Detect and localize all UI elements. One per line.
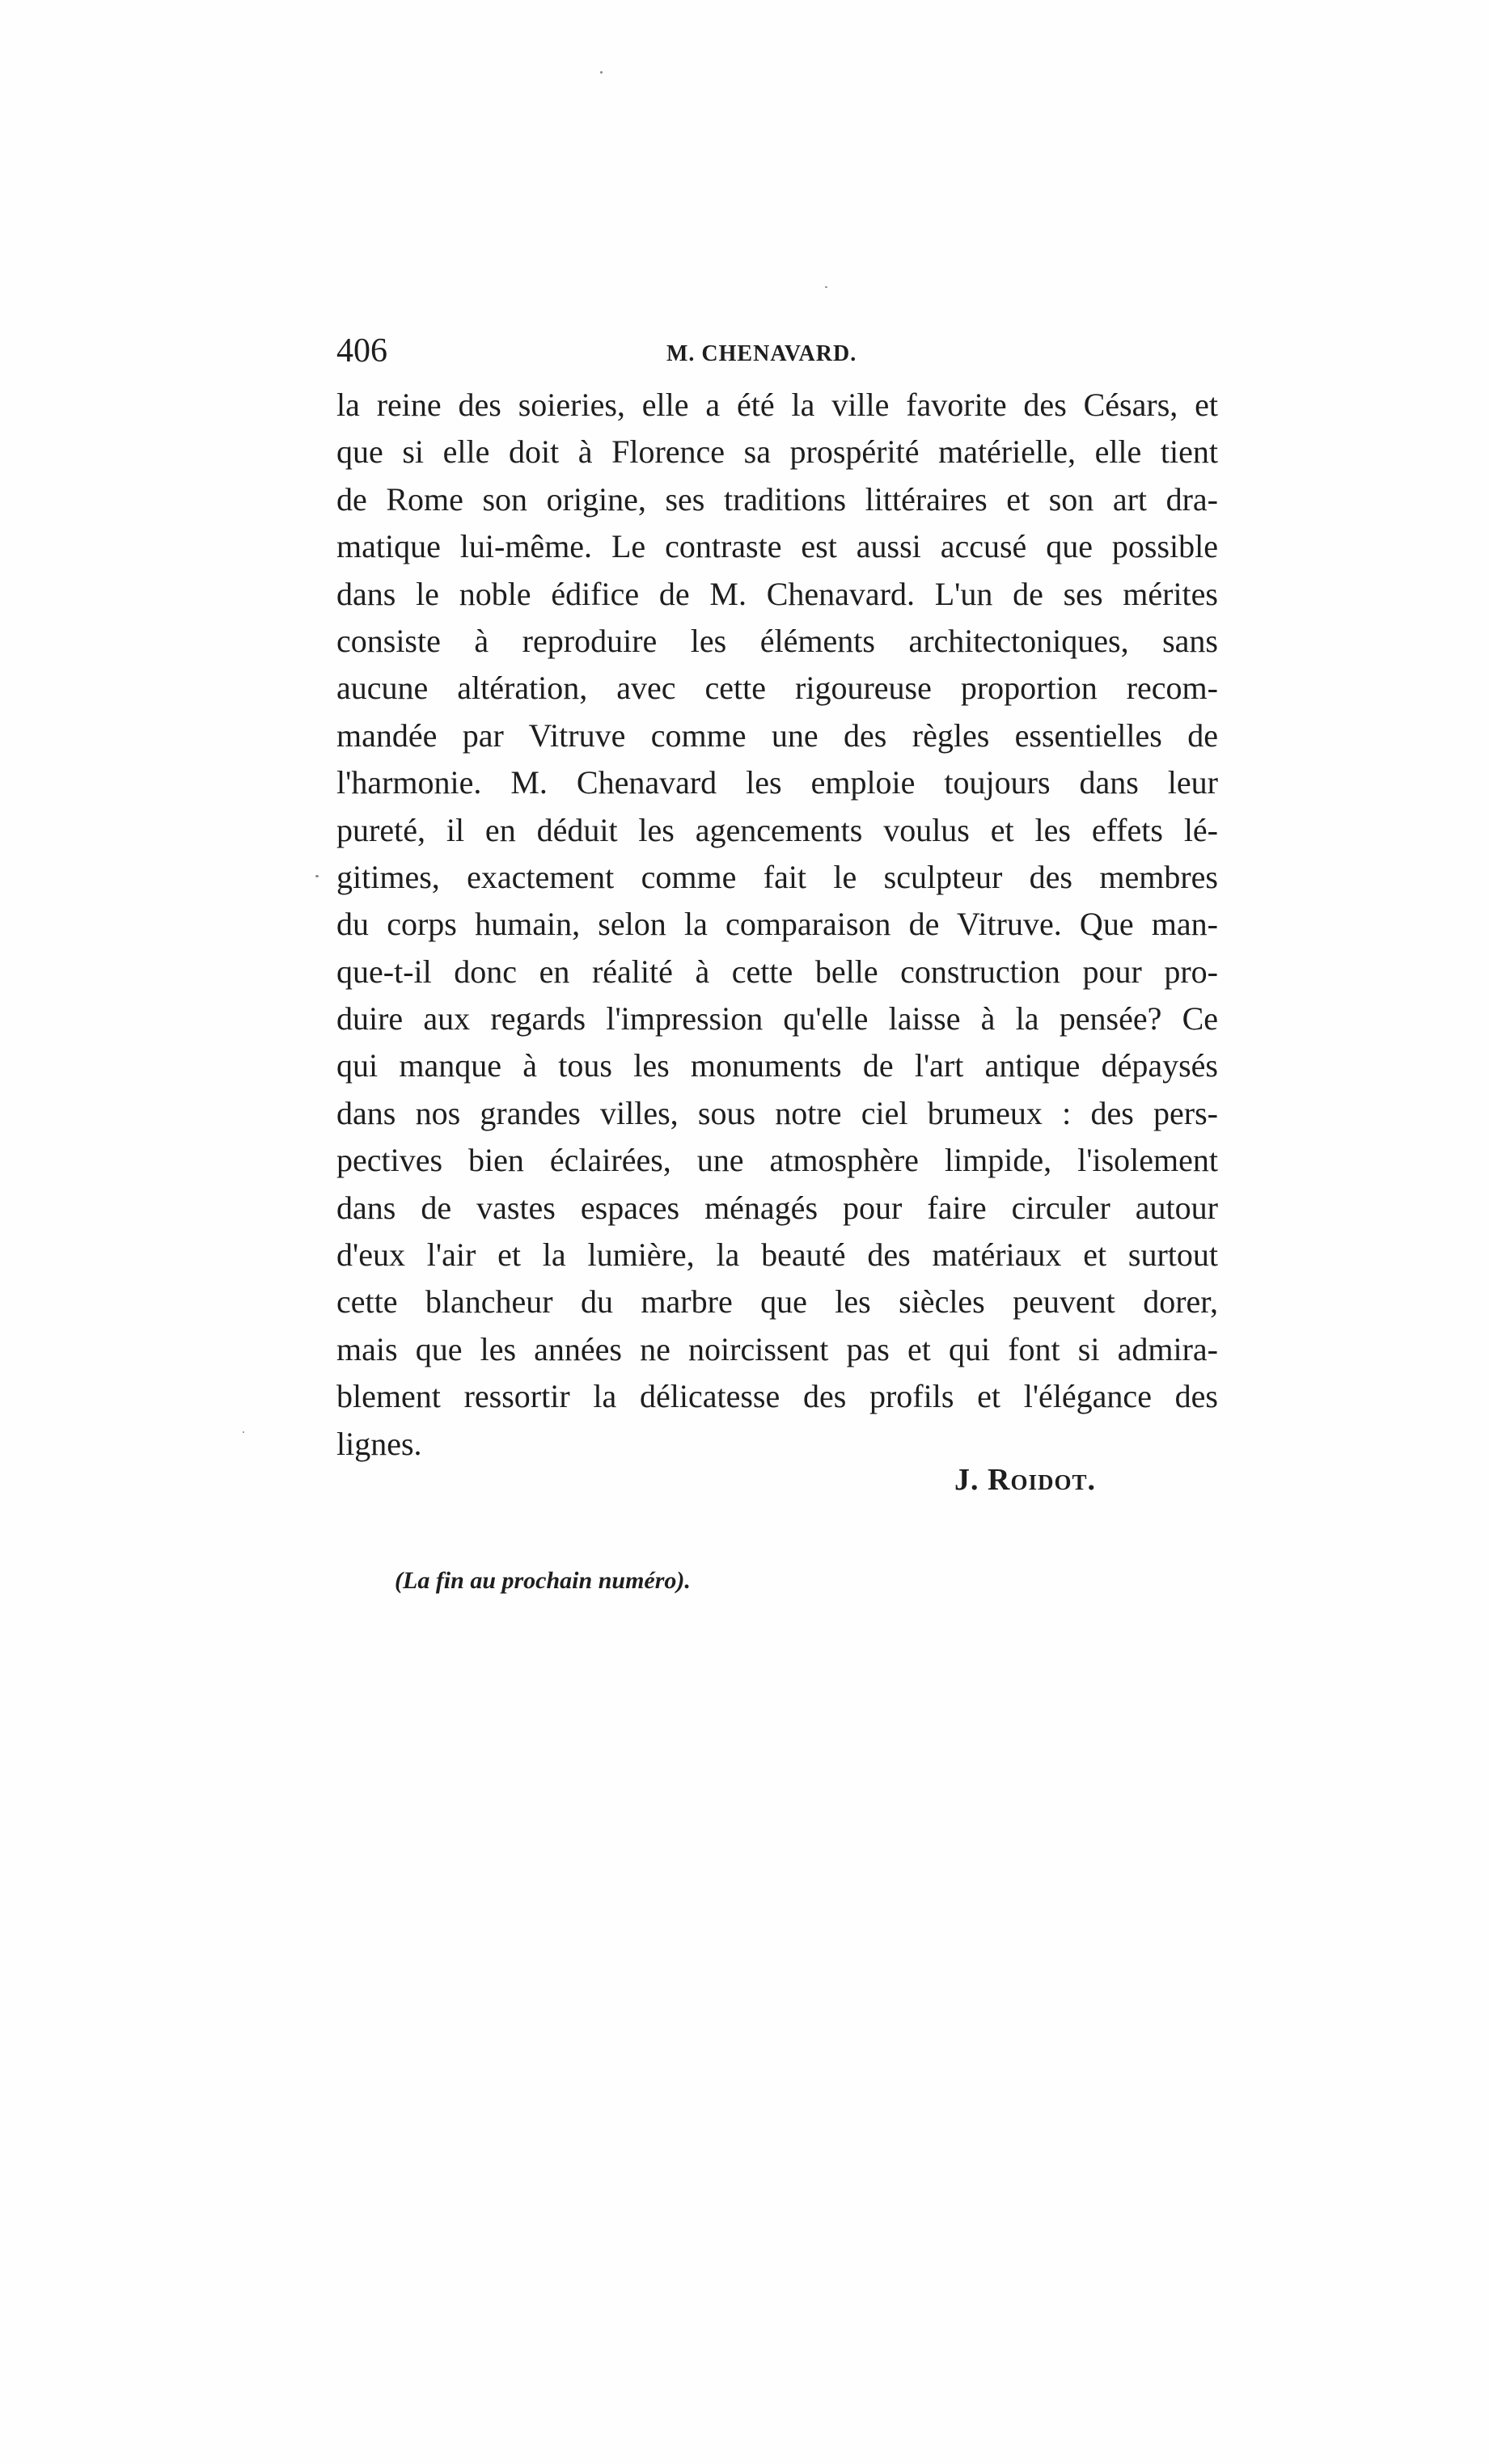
text-line: duire aux regards l'impression qu'elle laisse à la pensée? Ce	[336, 1000, 1218, 1038]
text-line: dans nos grandes villes, sous notre ciel brumeux : des pers-	[336, 1094, 1218, 1131]
text-line: dans de vastes espaces ménagés pour faire circuler autour	[336, 1189, 1218, 1226]
text-line: blement ressortir la délicatesse des profils et l'élégance des	[336, 1378, 1218, 1415]
text-line: mais que les années ne noircissent pas et qui font si admira-	[336, 1330, 1218, 1367]
text-line: d'eux l'air et la lumière, la beauté des matériaux et surtout	[336, 1236, 1218, 1274]
text-line: l'harmonie. M. Chenavard les emploie toujours dans leur	[336, 764, 1218, 801]
running-title: M. CHENAVARD.	[666, 341, 857, 366]
text-line: cette blancheur du marbre que les siècles peuvent dorer,	[336, 1283, 1218, 1321]
scan-speck	[315, 875, 319, 877]
text-line: matique lui-même. Le contraste est aussi accusé que possible	[336, 528, 1218, 565]
text-line: du corps humain, selon la comparaison de Vitruve. Que man-	[336, 906, 1218, 943]
text-line: consiste à reproduire les éléments architectoniques, sans	[336, 622, 1218, 659]
author-initial: J.	[954, 1463, 979, 1497]
text-line-last: lignes.	[336, 1425, 422, 1462]
text-line: que si elle doit à Florence sa prospérité matérielle, elle tient	[336, 433, 1218, 471]
text-line: pectives bien éclairées, une atmosphère limpide, l'isolement	[336, 1142, 1218, 1179]
text-line: de Rome son origine, ses traditions littéraires et son art dra-	[336, 480, 1218, 518]
text-line: dans le noble édifice de M. Chenavard. L'un de ses mérites	[336, 575, 1218, 612]
author-name: Roidot.	[988, 1463, 1096, 1497]
scan-speck	[243, 1431, 244, 1433]
page-number: 406	[336, 332, 387, 370]
page-header	[336, 327, 1226, 375]
text-line: que-t-il donc en réalité à cette belle construction pour pro-	[336, 953, 1218, 990]
scan-speck	[600, 71, 603, 74]
text-line: mandée par Vitruve comme une des règles essentielles de	[336, 716, 1218, 754]
author-signature	[954, 1456, 1096, 1504]
article-body	[336, 382, 1218, 1468]
continuation-note: (La fin au prochain numéro).	[395, 1567, 691, 1594]
scan-speck	[825, 286, 827, 288]
text-line: qui manque à tous les monuments de l'art antique dépaysés	[336, 1047, 1218, 1084]
text-line: aucune altération, avec cette rigoureuse proportion recom-	[336, 670, 1218, 707]
text-line: gitimes, exactement comme fait le sculpteur des membres	[336, 858, 1218, 895]
text-line: pureté, il en déduit les agencements voulus et les effets lé-	[336, 811, 1218, 848]
text-line: la reine des soieries, elle a été la ville favorite des Césars, et	[336, 387, 1218, 423]
